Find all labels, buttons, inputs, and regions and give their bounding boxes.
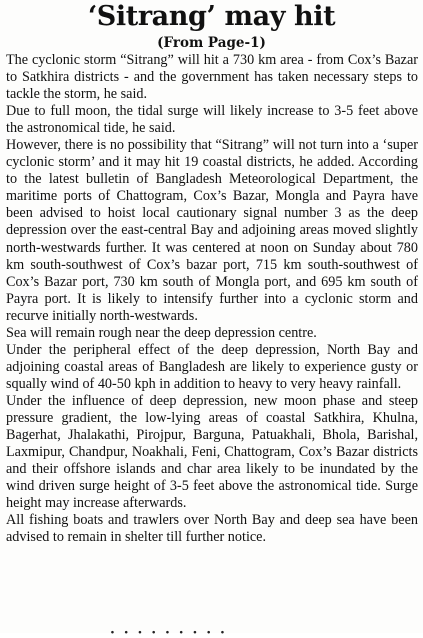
paragraph-3: However, there is no possibility that “Sitrang” will not turn into a ‘super cyclonic storm’ and it may hit 19 coastal districts, he added. According to the latest bulletin of Bangladesh Meteorological Department, the maritime ports of Chattogram, Cox’s Bazar, Mongla and Payra have been advised to hoist local cautionary signal number 3 as the deep depression over the east-central Bay and adjoining areas moved slightly north-westwards further. It was centered at noon on Sunday about 780 km south-southwest of Cox’s bazar port, 715 km south-southwest of Cox’s Bazar port, 730 km south of Mongla port, and 695 km south of Payra port. It is likely to intensify further into a cyclonic storm and recurve initially north-westwards. xyxy=(6,137,418,324)
continued-from-label: (From Page-1) xyxy=(157,35,266,51)
article-body xyxy=(6,52,418,546)
cropped-text-fragment: · · · · · · · · · xyxy=(110,626,227,638)
paragraph-5: Under the peripheral effect of the deep depression, North Bay and adjoining coastal areas of Bangladesh are likely to experience gusty or squally wind of 40-50 kph in addition to heavy to very heavy rainfall. xyxy=(6,341,418,392)
paragraph-2: Due to full moon, the tidal surge will likely increase to 3-5 feet above the astronomical tide, he said. xyxy=(6,103,418,137)
cropped-next-headline xyxy=(110,626,310,638)
paragraph-4: Sea will remain rough near the deep depression centre. xyxy=(6,324,317,341)
paragraph-6: Under the influence of deep depression, new moon phase and steep pressure gradient, the low-lying areas of coastal Satkhira, Khulna, Bagerhat, Jhalakathi, Pirojpur, Barguna, Patuakhali, Bhola, Barishal, Laxmipur, Chandpur, Noakhali, Feni, Chattogram, Cox’s Bazar districts and their offshore islands and char area likely to be inundated by the wind driven surge height of 3-5 feet above the astronomical tide. Surge height may increase afterwards. xyxy=(6,392,418,512)
headline: ‘Sitrang’ may hit xyxy=(87,1,336,32)
paragraph-1: The cyclonic storm “Sitrang” will hit a 730 km area - from Cox’s Bazar to Satkhira districts - and the government has taken necessary steps to tackle the storm, he said. xyxy=(6,52,418,103)
paragraph-7: All fishing boats and trawlers over North Bay and deep sea have been advised to remain in shelter till further notice. xyxy=(6,512,418,546)
